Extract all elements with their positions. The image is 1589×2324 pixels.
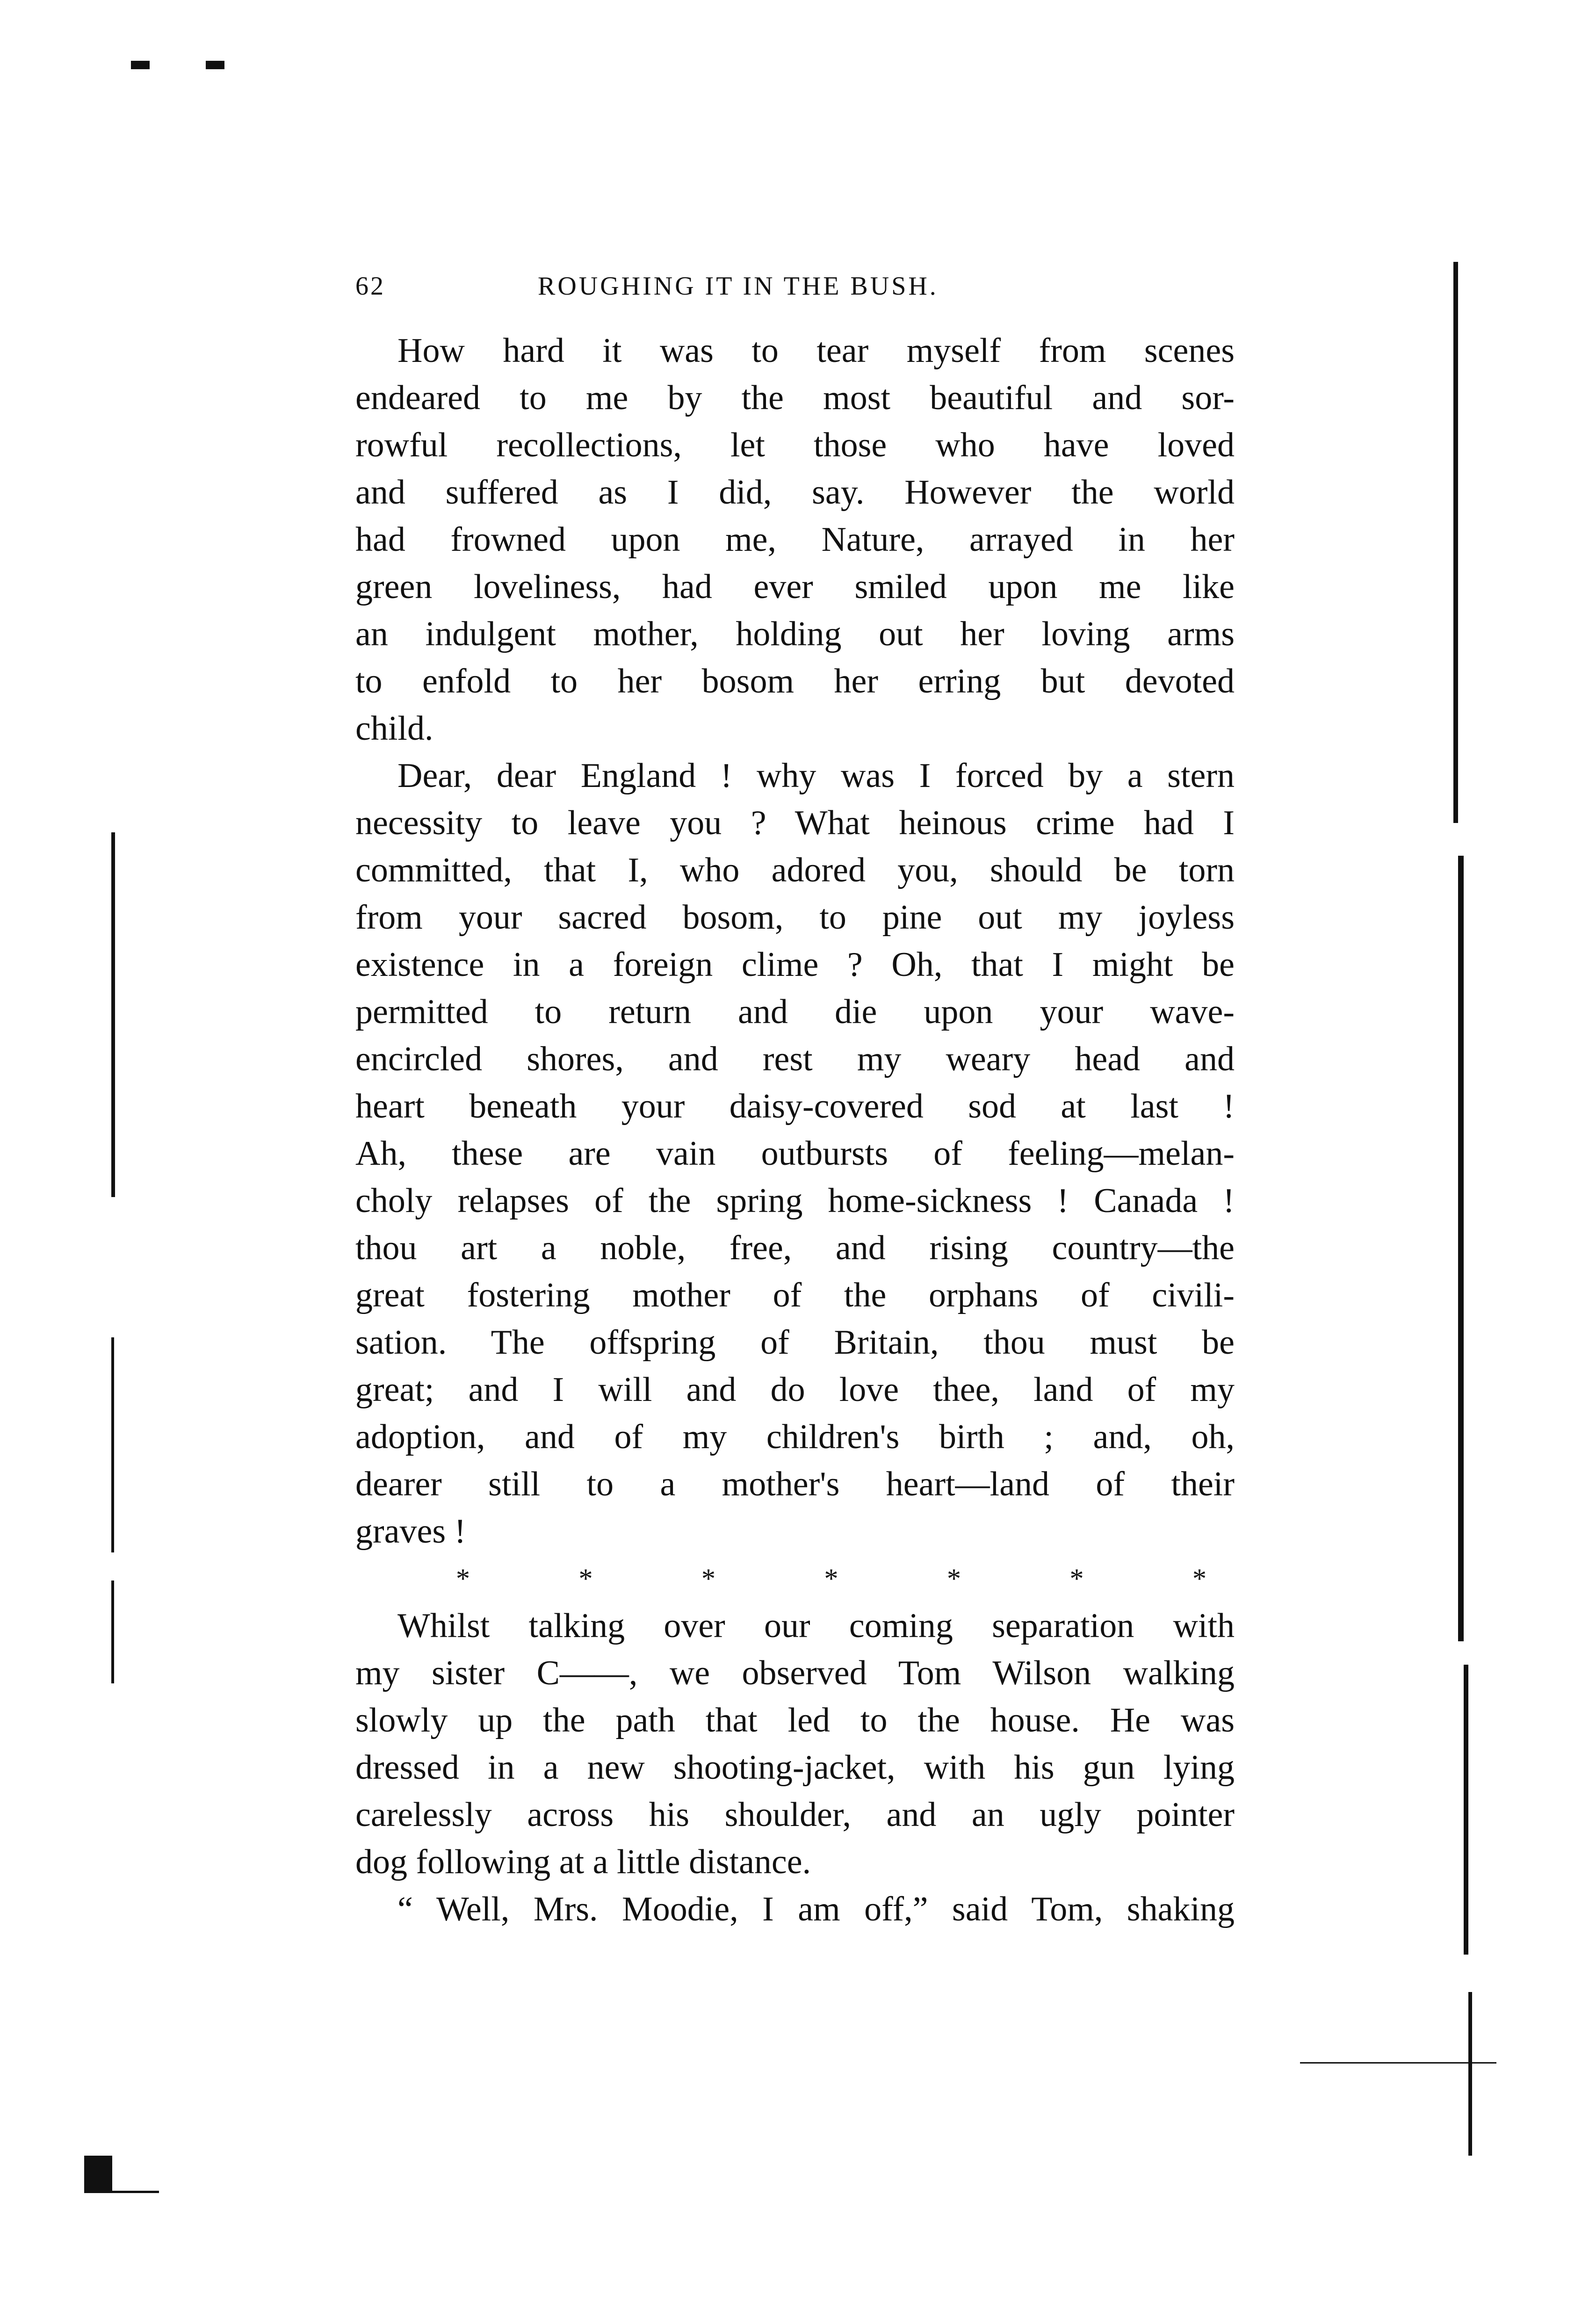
text-line: committed, that I, who adored you, should be torn: [355, 851, 1235, 889]
right-margin-scan-line: [1468, 1992, 1472, 2156]
text-line: Whilst talking over our coming separation with: [397, 1607, 1235, 1645]
ornament-asterisk: *: [1069, 1563, 1084, 1594]
text-line: had frowned upon me, Nature, arrayed in her: [355, 520, 1235, 559]
paragraphs-before-break: [355, 327, 1235, 1555]
text-line: from your sacred bosom, to pine out my joyless: [355, 898, 1235, 937]
text-line: encircled shores, and rest my weary head and: [355, 1040, 1235, 1078]
left-margin-scan-mark: [131, 61, 150, 69]
right-margin-scan-line: [1453, 262, 1458, 823]
text-line: my sister C——, we observed Tom Wilson walking: [355, 1654, 1235, 1692]
ornament-asterisk: *: [824, 1563, 838, 1594]
text-line: sation. The offspring of Britain, thou must be: [355, 1323, 1235, 1362]
left-margin-scan-blot: [84, 2156, 112, 2193]
page-header: [355, 271, 1235, 309]
text-line: choly relapses of the spring home-sickness ! Canada !: [355, 1182, 1235, 1220]
text-line: adoption, and of my children's birth ; and, oh,: [355, 1418, 1235, 1456]
text-line: “ Well, Mrs. Moodie, I am off,” said Tom, shaking: [397, 1890, 1235, 1928]
right-margin-scan-line: [1458, 856, 1464, 1641]
text-line: green loveliness, had ever smiled upon me like: [355, 568, 1235, 606]
page-number: 62: [355, 272, 385, 301]
text-line: and suffered as I did, say. However the world: [355, 473, 1235, 512]
text-line: Dear, dear England ! why was I forced by a stern: [397, 757, 1235, 795]
text-line: heart beneath your daisy-covered sod at last !: [355, 1087, 1235, 1126]
left-margin-scan-mark: [206, 61, 224, 69]
text-line: dearer still to a mother's heart—land of their: [355, 1465, 1235, 1503]
right-margin-scan-line: [1464, 1665, 1468, 1955]
text-line: carelessly across his shoulder, and an ugly pointer: [355, 1796, 1235, 1834]
text-line: great; and I will and do love thee, land of my: [355, 1371, 1235, 1409]
text-line: great fostering mother of the orphans of civili-: [355, 1276, 1235, 1314]
running-title: ROUGHING IT IN THE BUSH.: [538, 272, 939, 301]
ornament-asterisk: *: [578, 1563, 593, 1594]
ornament-asterisk: *: [947, 1563, 961, 1594]
text-line: to enfold to her bosom her erring but devoted: [355, 662, 1235, 700]
ornament-asterisk: *: [456, 1563, 470, 1594]
text-line: existence in a foreign clime ? Oh, that I might be: [355, 945, 1235, 984]
text-line: thou art a noble, free, and rising country—the: [355, 1229, 1235, 1267]
section-break-ornament: [355, 1555, 1235, 1602]
right-margin-scan-rule: [1300, 2062, 1496, 2064]
text-line: Ah, these are vain outbursts of feeling—melan-: [355, 1134, 1235, 1173]
text-line: slowly up the path that led to the house. He was: [355, 1701, 1235, 1739]
left-margin-scan-line: [111, 1581, 114, 1683]
left-margin-scan-line: [111, 1337, 114, 1552]
text-line: graves !: [355, 1512, 466, 1551]
text-line: rowful recollections, let those who have loved: [355, 426, 1235, 464]
text-line: dressed in a new shooting-jacket, with his gun lying: [355, 1748, 1235, 1787]
left-margin-scan-line: [111, 832, 115, 1197]
ornament-asterisk: *: [1192, 1563, 1206, 1594]
text-line: How hard it was to tear myself from scenes: [397, 332, 1235, 370]
text-line: permitted to return and die upon your wave-: [355, 993, 1235, 1031]
text-line: child.: [355, 709, 433, 748]
body-text: [355, 327, 1235, 1933]
left-margin-scan-rule: [112, 2191, 159, 2193]
text-line: an indulgent mother, holding out her loving arms: [355, 615, 1235, 653]
paragraphs-after-break: [355, 1602, 1235, 1933]
ornament-asterisk: *: [701, 1563, 715, 1594]
text-line: endeared to me by the most beautiful and sor-: [355, 379, 1235, 417]
text-line: dog following at a little distance.: [355, 1843, 811, 1881]
text-line: necessity to leave you ? What heinous crime had I: [355, 804, 1235, 842]
